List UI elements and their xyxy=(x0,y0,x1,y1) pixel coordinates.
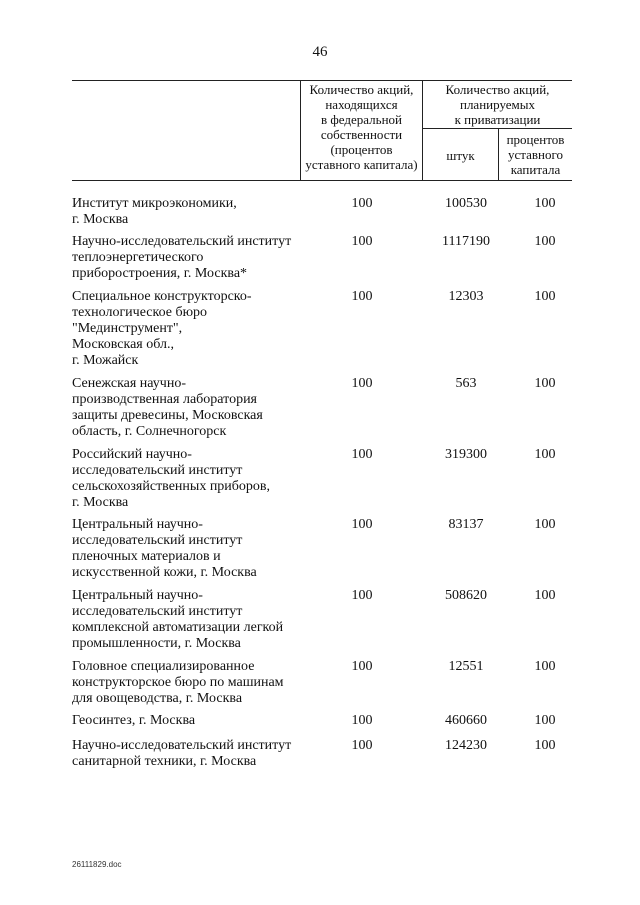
federal-share-value: 100 xyxy=(351,376,373,391)
planned-pieces-value: 508620 xyxy=(445,588,487,603)
header-bottom-rule xyxy=(72,180,572,181)
header-pieces: штук xyxy=(446,148,475,163)
federal-share-value: 100 xyxy=(351,447,373,462)
planned-percent-value: 100 xyxy=(534,659,556,674)
header-percent: процентов уставного капитала xyxy=(506,132,565,177)
planned-percent-value: 100 xyxy=(534,713,556,728)
planned-percent-value: 100 xyxy=(534,447,556,462)
institution-name: Институт микроэкономики, г. Москва xyxy=(72,196,237,227)
header-top-rule xyxy=(72,80,572,81)
federal-share-value: 100 xyxy=(351,289,373,304)
planned-percent-value: 100 xyxy=(534,289,556,304)
institution-name: Сенежская научно- производственная лаборатория защиты древесины, Московская область, г. Солнечногорск xyxy=(72,376,263,439)
planned-pieces-value: 12303 xyxy=(448,289,484,304)
planned-percent-value: 100 xyxy=(534,196,556,211)
planned-pieces-value: 1117190 xyxy=(442,234,490,249)
planned-pieces-value: 460660 xyxy=(445,713,487,728)
planned-percent-value: 100 xyxy=(534,588,556,603)
institution-name: Центральный научно- исследовательский институт комплексной автоматизации легкой промышленности, г. Москва xyxy=(72,588,284,651)
federal-share-value: 100 xyxy=(351,738,373,753)
planned-percent-value: 100 xyxy=(534,234,556,249)
footer-filename: 26111829.doc xyxy=(72,860,122,869)
federal-share-value: 100 xyxy=(351,517,373,532)
federal-share-value: 100 xyxy=(351,234,373,249)
planned-pieces-value: 124230 xyxy=(445,738,487,753)
federal-share-value: 100 xyxy=(351,713,373,728)
institution-name: Центральный научно- исследовательский институт пленочных материалов и искусственной кожи, г. Москва xyxy=(72,517,257,580)
planned-percent-value: 100 xyxy=(534,517,556,532)
institution-name: Головное специализированное конструкторское бюро по машинам для овощеводства, г. Москва xyxy=(72,659,284,706)
planned-pieces-value: 12551 xyxy=(448,659,484,674)
planned-percent-value: 100 xyxy=(534,376,556,391)
header-planned-privatization: Количество акций, планируемых к приватизации xyxy=(445,82,550,127)
planned-pieces-value: 83137 xyxy=(448,517,484,532)
institution-name: Научно-исследовательский институт теплоэнергетического приборостроения, г. Москва* xyxy=(72,234,292,281)
federal-share-value: 100 xyxy=(351,588,373,603)
institution-name: Геосинтез, г. Москва xyxy=(72,713,196,728)
header-federal-ownership: Количество акций, находящихся в федеральной собственности (процентов уставного капитала) xyxy=(305,82,418,172)
header-sub-rule xyxy=(422,128,572,129)
planned-percent-value: 100 xyxy=(534,738,556,753)
institution-name: Российский научно- исследовательский институт сельскохозяйственных приборов, г. Москва xyxy=(72,447,271,510)
institution-name: Специальное конструкторско- технологическое бюро "Мединструмент", Московская обл., г. Можайск xyxy=(72,289,252,368)
federal-share-value: 100 xyxy=(351,659,373,674)
page-number: 46 xyxy=(312,44,328,60)
planned-pieces-value: 319300 xyxy=(445,447,487,462)
federal-share-value: 100 xyxy=(351,196,373,211)
planned-pieces-value: 100530 xyxy=(445,196,487,211)
planned-pieces-value: 563 xyxy=(455,376,477,391)
institution-name: Научно-исследовательский институт санитарной техники, г. Москва xyxy=(72,738,292,769)
